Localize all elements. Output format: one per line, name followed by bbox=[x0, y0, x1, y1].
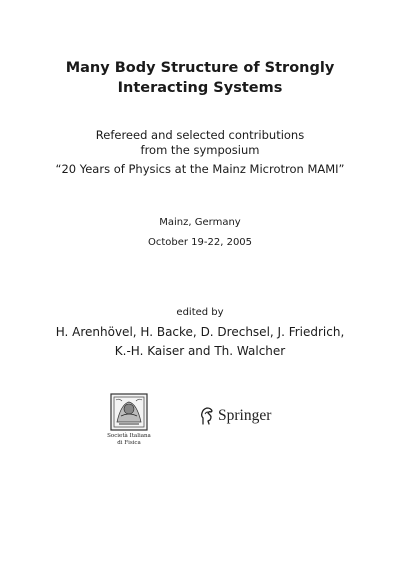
title-line-2: Interacting Systems bbox=[117, 80, 283, 96]
editors-line-2: K.-H. Kaiser and Th. Walcher bbox=[114, 344, 286, 358]
subtitle-line-2: from the symposium bbox=[140, 143, 260, 157]
editors-line-1: H. Arenhövel, H. Backe, D. Drechsel, J. Friedrich, bbox=[55, 325, 345, 339]
editors bbox=[0, 323, 400, 361]
springer-horse-icon bbox=[199, 406, 215, 426]
event-dates: October 19-22, 2005 bbox=[147, 237, 253, 248]
subtitle-line-1: Refereed and selected contributions bbox=[95, 128, 305, 142]
logos-row bbox=[0, 392, 400, 462]
location: Mainz, Germany bbox=[159, 217, 241, 228]
sif-text-line-1: Società Italiana bbox=[107, 433, 151, 439]
edited-by-label: edited by bbox=[176, 307, 224, 318]
sif-text-line-2: di Fisica bbox=[117, 439, 141, 446]
sif-emblem-icon bbox=[109, 392, 149, 432]
subtitle bbox=[0, 128, 400, 158]
springer-logo bbox=[199, 405, 271, 427]
book-title bbox=[0, 58, 400, 98]
publisher-name: Springer bbox=[218, 407, 272, 424]
sif-logo bbox=[106, 392, 152, 452]
symposium-name: “20 Years of Physics at the Mainz Microtron MAMI” bbox=[55, 162, 345, 176]
title-line-1: Many Body Structure of Strongly bbox=[65, 60, 335, 76]
